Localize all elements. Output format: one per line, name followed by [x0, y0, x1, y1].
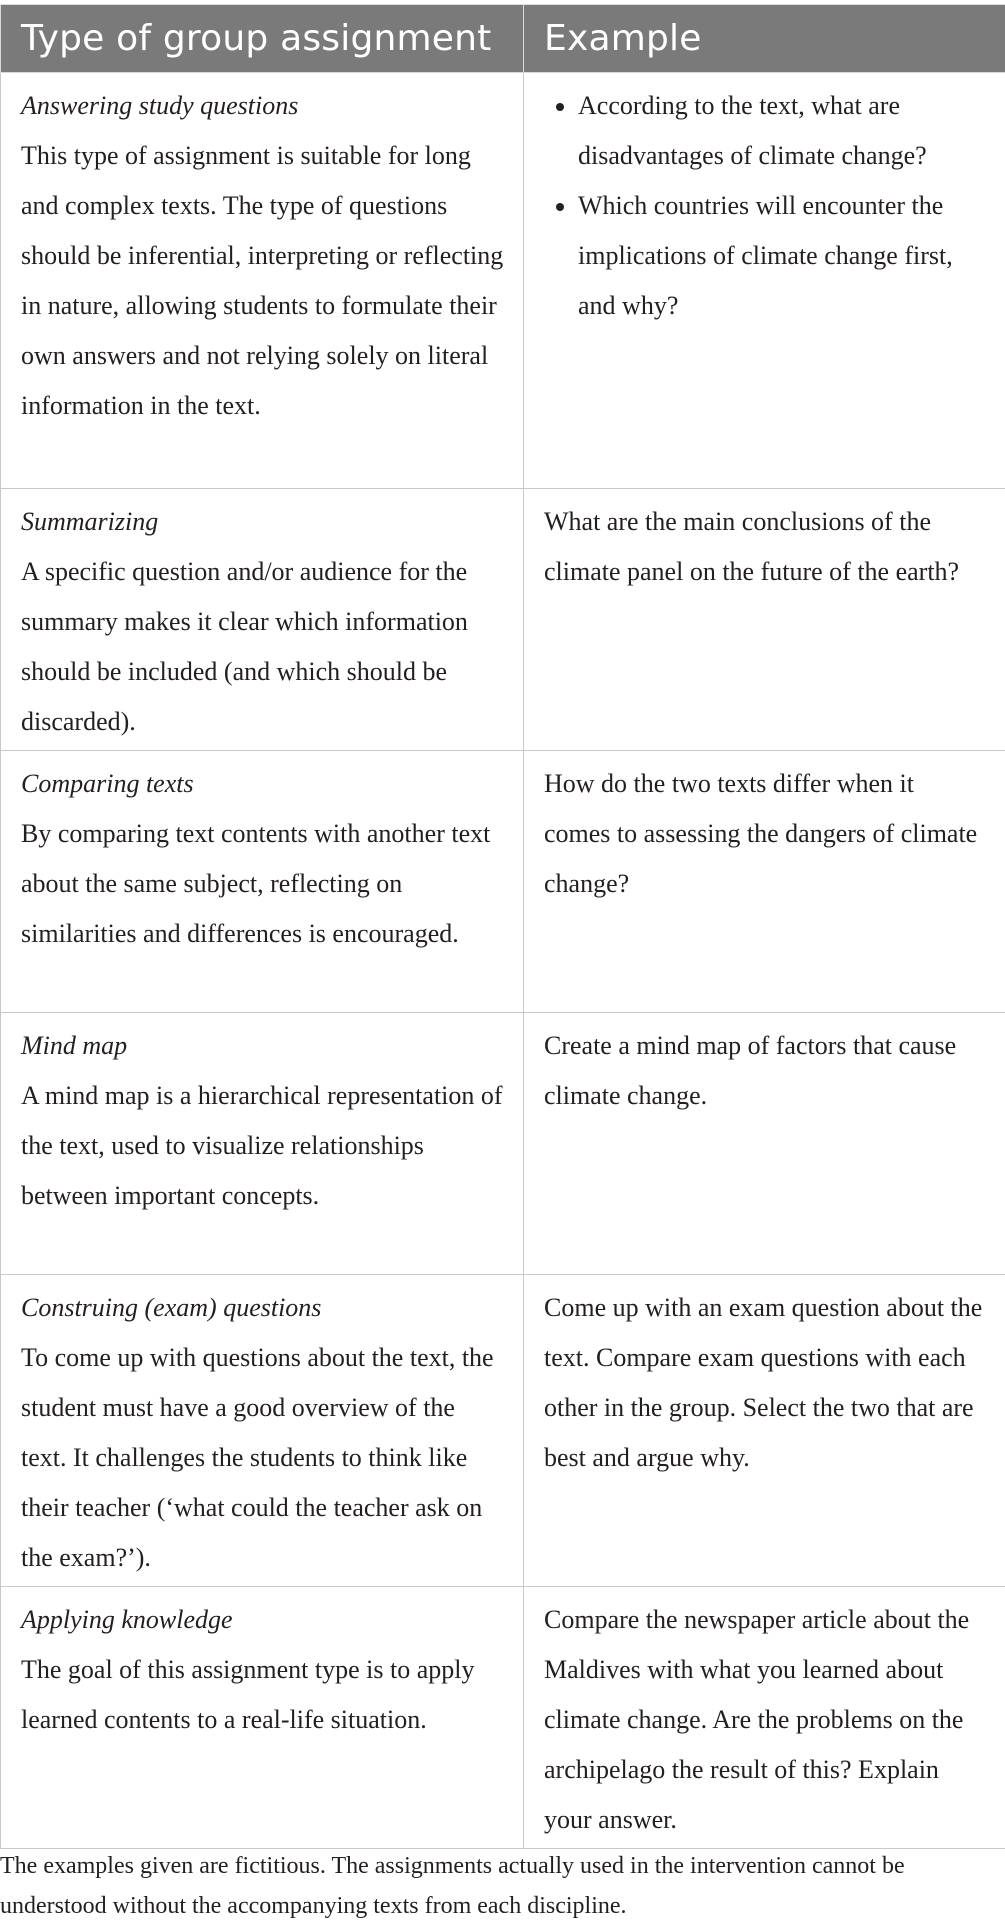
example-cell: [524, 73, 1005, 489]
type-cell: [1, 1013, 524, 1275]
type-description: This type of assignment is suitable for long and complex texts. The type of questions should be inferential, interpreting or reflecting in nature, allowing students to formulate their own answers and not relying solely on literal information in the text.: [21, 141, 504, 420]
table-row: [1, 751, 1005, 1013]
table-row: [1, 73, 1005, 489]
table-footnote: The examples given are fictitious. The assignments actually used in the intervention cannot be understood without the accompanying texts from each discipline.: [0, 1853, 905, 1919]
type-cell: [1, 489, 524, 751]
header-example: Example: [524, 5, 1005, 73]
table-row: [1, 1275, 1005, 1587]
example-bullet: • According to the text, what are disadvantages of climate change?: [578, 81, 985, 181]
type-cell: [1, 73, 524, 489]
example-cell: What are the main conclusions of the climate panel on the future of the earth?: [524, 489, 1005, 751]
table-row: [1, 489, 1005, 751]
type-cell: [1, 751, 524, 1013]
header-type: Type of group assignment: [1, 5, 524, 73]
assignment-table-container: [0, 4, 1005, 1849]
type-description: By comparing text contents with another text about the same subject, reflecting on similarities and differences is encouraged.: [21, 819, 491, 948]
type-description: The goal of this assignment type is to apply learned contents to a real-life situation.: [21, 1655, 475, 1734]
example-bullet-list: [544, 81, 985, 331]
assignment-types-table: [0, 4, 1005, 1849]
example-bullet: • Which countries will encounter the implications of climate change first, and why?: [578, 181, 985, 331]
example-cell: How do the two texts differ when it comes to assessing the dangers of climate change?: [524, 751, 1005, 1013]
example-cell: Create a mind map of factors that cause climate change.: [524, 1013, 1005, 1275]
table-row: [1, 1013, 1005, 1275]
example-cell: Come up with an exam question about the text. Compare exam questions with each other in the group. Select the two that are best and argue why.: [524, 1275, 1005, 1587]
type-title: Mind map: [21, 1031, 128, 1060]
type-title: Summarizing: [21, 507, 159, 536]
type-cell: [1, 1275, 524, 1587]
type-description: To come up with questions about the text, the student must have a good overview of the text. It challenges the students to think like their teacher (‘what could the teacher ask on the exam?’).: [21, 1343, 494, 1572]
type-description: A specific question and/or audience for the summary makes it clear which information should be included (and which should be discarded).: [21, 557, 468, 736]
type-title: Construing (exam) questions: [21, 1293, 322, 1322]
table-header: [1, 5, 1005, 73]
type-title: Applying knowledge: [21, 1605, 233, 1634]
type-title: Answering study questions: [21, 91, 299, 120]
type-title: Comparing texts: [21, 769, 194, 798]
table-body: [1, 73, 1005, 1849]
example-cell: Compare the newspaper article about the Maldives with what you learned about climate change. Are the problems on the archipelago the result of this? Explain your answer.: [524, 1587, 1005, 1849]
type-description: A mind map is a hierarchical representation of the text, used to visualize relationships between important concepts.: [21, 1081, 503, 1210]
type-cell: [1, 1587, 524, 1849]
table-row: [1, 1587, 1005, 1849]
header-row: [1, 5, 1005, 73]
